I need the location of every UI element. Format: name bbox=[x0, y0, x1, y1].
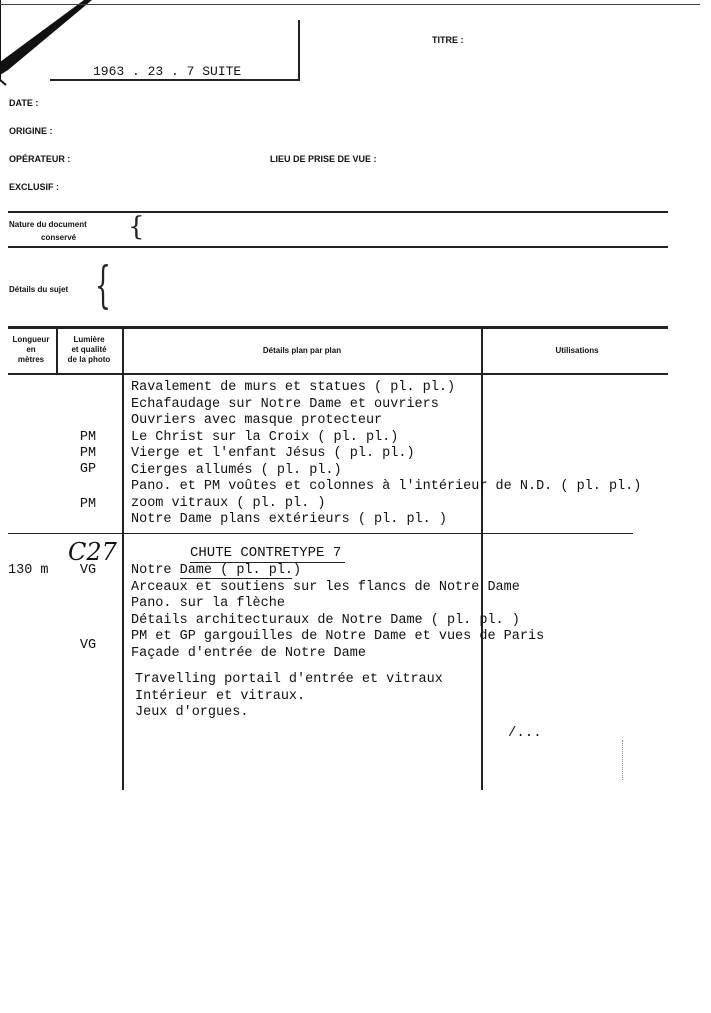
code-pm-3: PM bbox=[79, 497, 97, 512]
header-longueur: Longueur en mètres bbox=[12, 335, 50, 364]
shot-line: Pano. et PM voûtes et colonnes à l'intérieur de N.D. ( pl. pl.) bbox=[131, 479, 642, 494]
header-bottom-line bbox=[8, 373, 668, 375]
ref-box-right-border bbox=[298, 20, 300, 80]
handwritten-mark: C27 bbox=[68, 538, 117, 566]
shot-line: Intérieur et vitraux. bbox=[135, 688, 306, 704]
nature-label-1: Nature du document bbox=[9, 220, 87, 229]
shot-line: Arceaux et soutiens sur les flancs de Notre Dame bbox=[131, 579, 520, 595]
exclusif-label: EXCLUSIF : bbox=[9, 182, 60, 192]
shot-line: Jeux d'orgues. bbox=[135, 705, 249, 720]
shot-line: Travelling portail d'entrée et vitraux bbox=[135, 672, 443, 687]
code-pm-1: PM bbox=[79, 430, 97, 445]
shot-line: Détails architecturaux de Notre Dame ( pl. pl. ) bbox=[131, 612, 520, 628]
continuation-mark: /... bbox=[508, 725, 542, 741]
shot-line: Façade d'entrée de Notre Dame bbox=[131, 645, 366, 661]
section2-rows-b bbox=[135, 672, 443, 722]
shot-line: Notre Dame ( pl. pl.) bbox=[131, 563, 302, 578]
shot-line: Vierge et l'enfant Jésus ( pl. pl.) bbox=[131, 446, 415, 461]
shot-line: PM et GP gargouilles de Notre Dame et vues de Paris bbox=[131, 629, 545, 644]
operateur-label: OPÉRATEUR : bbox=[9, 154, 71, 164]
code-pm-2: PM bbox=[79, 446, 97, 461]
shot-line: Pano. sur la flèche bbox=[131, 596, 285, 611]
code-vg-2: VG bbox=[79, 638, 97, 653]
divider-1 bbox=[8, 211, 668, 213]
shot-line: Echafaudage sur Notre Dame et ouvriers bbox=[131, 396, 439, 412]
notre-dame-underline bbox=[180, 578, 292, 579]
shot-line: Cierges allumés ( pl. pl.) bbox=[131, 462, 342, 478]
col-sep-details bbox=[122, 328, 124, 790]
top-edge-line bbox=[0, 4, 700, 5]
code-gp: GP bbox=[79, 462, 97, 477]
shot-line: Notre Dame plans extérieurs ( pl. pl. ) bbox=[131, 512, 447, 527]
titre-label: TITRE : bbox=[432, 35, 464, 45]
shot-line: Le Christ sur la Croix ( pl. pl.) bbox=[131, 429, 399, 445]
date-label: DATE : bbox=[9, 98, 39, 108]
section-divider bbox=[8, 533, 633, 534]
divider-2 bbox=[8, 246, 668, 248]
nature-brace: { bbox=[128, 212, 145, 242]
header-utilisations: Utilisations bbox=[555, 346, 599, 355]
shot-line: Ouvriers avec masque protecteur bbox=[131, 413, 383, 428]
section1-rows bbox=[131, 380, 641, 529]
shot-line: Ravalement de murs et statues ( pl. pl.) bbox=[131, 380, 456, 395]
reference-number: 1963 . 23 . 7 SUITE bbox=[93, 64, 242, 79]
code-vg-1: VG bbox=[79, 563, 97, 578]
origine-label: ORIGINE : bbox=[9, 126, 53, 136]
ref-box-bottom-border bbox=[50, 79, 300, 81]
shot-line: zoom vitraux ( pl. pl. ) bbox=[131, 495, 326, 511]
header-details: Détails plan par plan bbox=[262, 346, 342, 355]
details-brace: { bbox=[95, 256, 111, 314]
divider-3 bbox=[8, 326, 668, 329]
nature-label-2: conservé bbox=[41, 233, 77, 242]
details-sujet-label: Détails du sujet bbox=[9, 285, 69, 294]
length-value: 130 m bbox=[8, 563, 49, 578]
header-lumiere: Lumière et qualité de la photo bbox=[67, 335, 111, 364]
lieu-label: LIEU DE PRISE DE VUE : bbox=[270, 154, 377, 164]
corner-mark bbox=[0, 0, 100, 90]
section2-title: CHUTE CONTRETYPE 7 bbox=[190, 545, 342, 561]
margin-dots bbox=[622, 740, 623, 780]
